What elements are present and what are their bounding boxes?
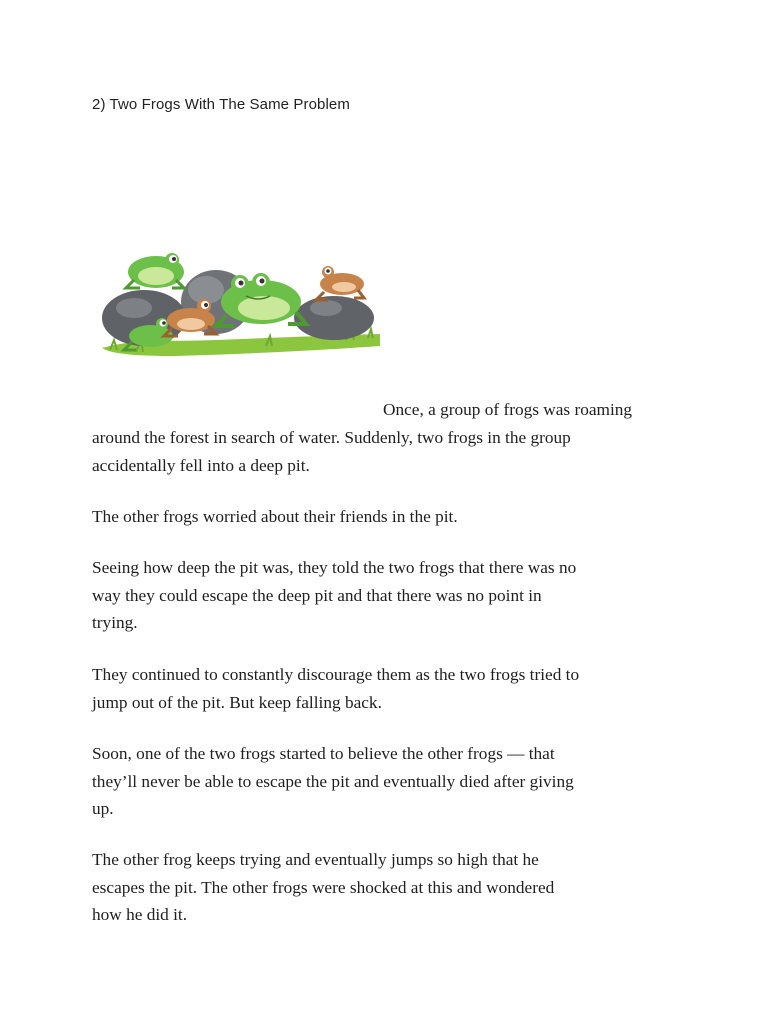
paragraph-5-line-1: Soon, one of the two frogs started to believe the other frogs — that [92, 744, 555, 763]
frogs-on-rocks-illustration [96, 250, 386, 365]
paragraph-5-line-3: up. [92, 799, 114, 818]
paragraph-1-line-1: Once, a group of frogs was roaming [383, 400, 633, 419]
paragraph-1 [92, 424, 682, 479]
green-frog-icon [126, 253, 184, 288]
paragraph-6 [92, 846, 682, 929]
paragraph-3-line-3: trying. [92, 613, 138, 632]
paragraph-2 [92, 503, 682, 531]
paragraph-4-line-2: jump out of the pit. But keep falling back. [92, 692, 382, 712]
paragraph-1-line-3: accidentally fell into a deep pit. [92, 455, 310, 475]
brown-frog-icon [316, 266, 364, 300]
paragraph-5 [92, 740, 682, 823]
paragraph-3-line-2: way they could escape the deep pit and that there was no point in [92, 585, 542, 605]
paragraph-5-line-2: they’ll never be able to escape the pit and eventually died after giving [92, 771, 574, 791]
paragraph-6-line-1: The other frog keeps trying and eventually jumps so high that he [92, 850, 539, 869]
paragraph-1-line-2: around the forest in search of water. Suddenly, two frogs in the group [92, 428, 571, 447]
story-heading: 2) Two Frogs With The Same Problem [92, 96, 350, 113]
paragraph-6-line-3: how he did it. [92, 905, 188, 924]
paragraph-3-line-1: Seeing how deep the pit was, they told the two frogs that there was no [92, 558, 577, 577]
paragraph-4-line-1: They continued to constantly discourage them as the two frogs tried to [92, 665, 580, 684]
paragraph-3 [92, 554, 682, 637]
paragraph-4 [92, 661, 682, 716]
paragraph-6-line-2: escapes the pit. The other frogs were shocked at this and wondered [92, 877, 555, 897]
paragraph-2-line-1: The other frogs worried about their friends in the pit. [92, 507, 458, 526]
